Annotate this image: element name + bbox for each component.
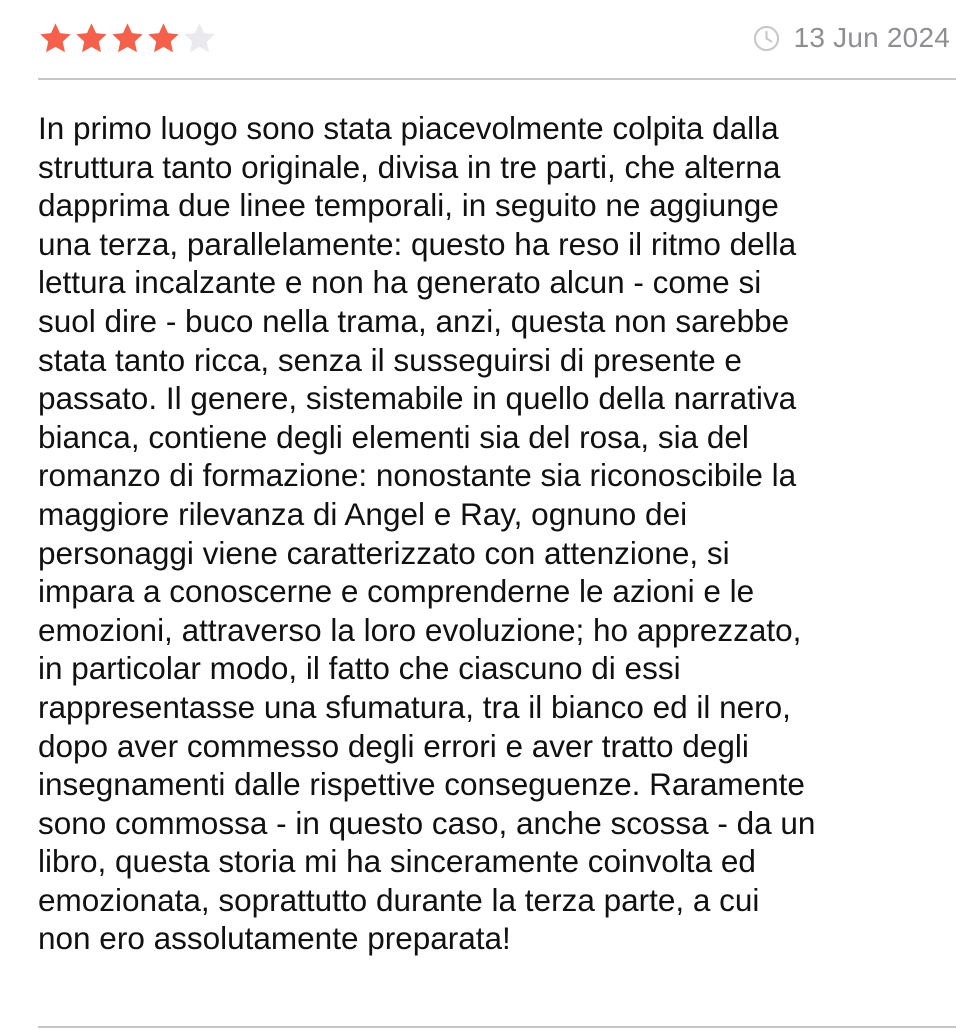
star-filled-icon xyxy=(110,21,145,56)
star-filled-icon xyxy=(38,21,73,56)
star-filled-icon xyxy=(146,21,181,56)
top-divider xyxy=(38,78,956,80)
review-body-text: In primo luogo sono stata piacevolmente colpita dalla struttura tanto originale, divisa in tre parti, che alterna dapprima due linee temporali, in seguito ne aggiunge una terza, parallelamente: questo ha reso il ritmo della lettura incalzante e non ha generato alcun - come si suol dire - buco nella trama, anzi, questa non sarebbe stata tanto ricca, senza il susseguirsi di presente e passato. Il genere, sistemabile in quello della narrativa bianca, contiene degli elementi sia del rosa, sia del romanzo di formazione: nonostante sia riconoscibile la maggiore rilevanza di Angel e Ray, ognuno dei personaggi viene caratterizzato con attenzione, si impara a conoscerne e comprenderne le azioni e le emozioni, attraverso la loro evoluzione; ho apprezzato, in particolar modo, il fatto che ciascuno di essi rappresentasse una sfumatura, tra il bianco ed il nero, dopo aver commesso degli errori e aver tratto degli insegnamenti dalle rispettive conseguenze. Raramente sono commossa - in questo caso, anche scossa - da un libro, questa storia mi ha sinceramente coinvolta ed emozionata, soprattutto durante la terza parte, a cui non ero assolutamente preparata! xyxy=(38,110,816,957)
review-card xyxy=(38,0,956,1030)
star-filled-icon xyxy=(74,21,109,56)
clock-icon xyxy=(753,25,780,52)
review-header xyxy=(38,18,950,58)
star-rating xyxy=(38,18,218,58)
review-date-group xyxy=(753,18,950,58)
review-date: 13 Jun 2024 xyxy=(793,22,950,53)
star-empty-icon xyxy=(182,21,217,56)
bottom-divider xyxy=(38,1026,956,1028)
